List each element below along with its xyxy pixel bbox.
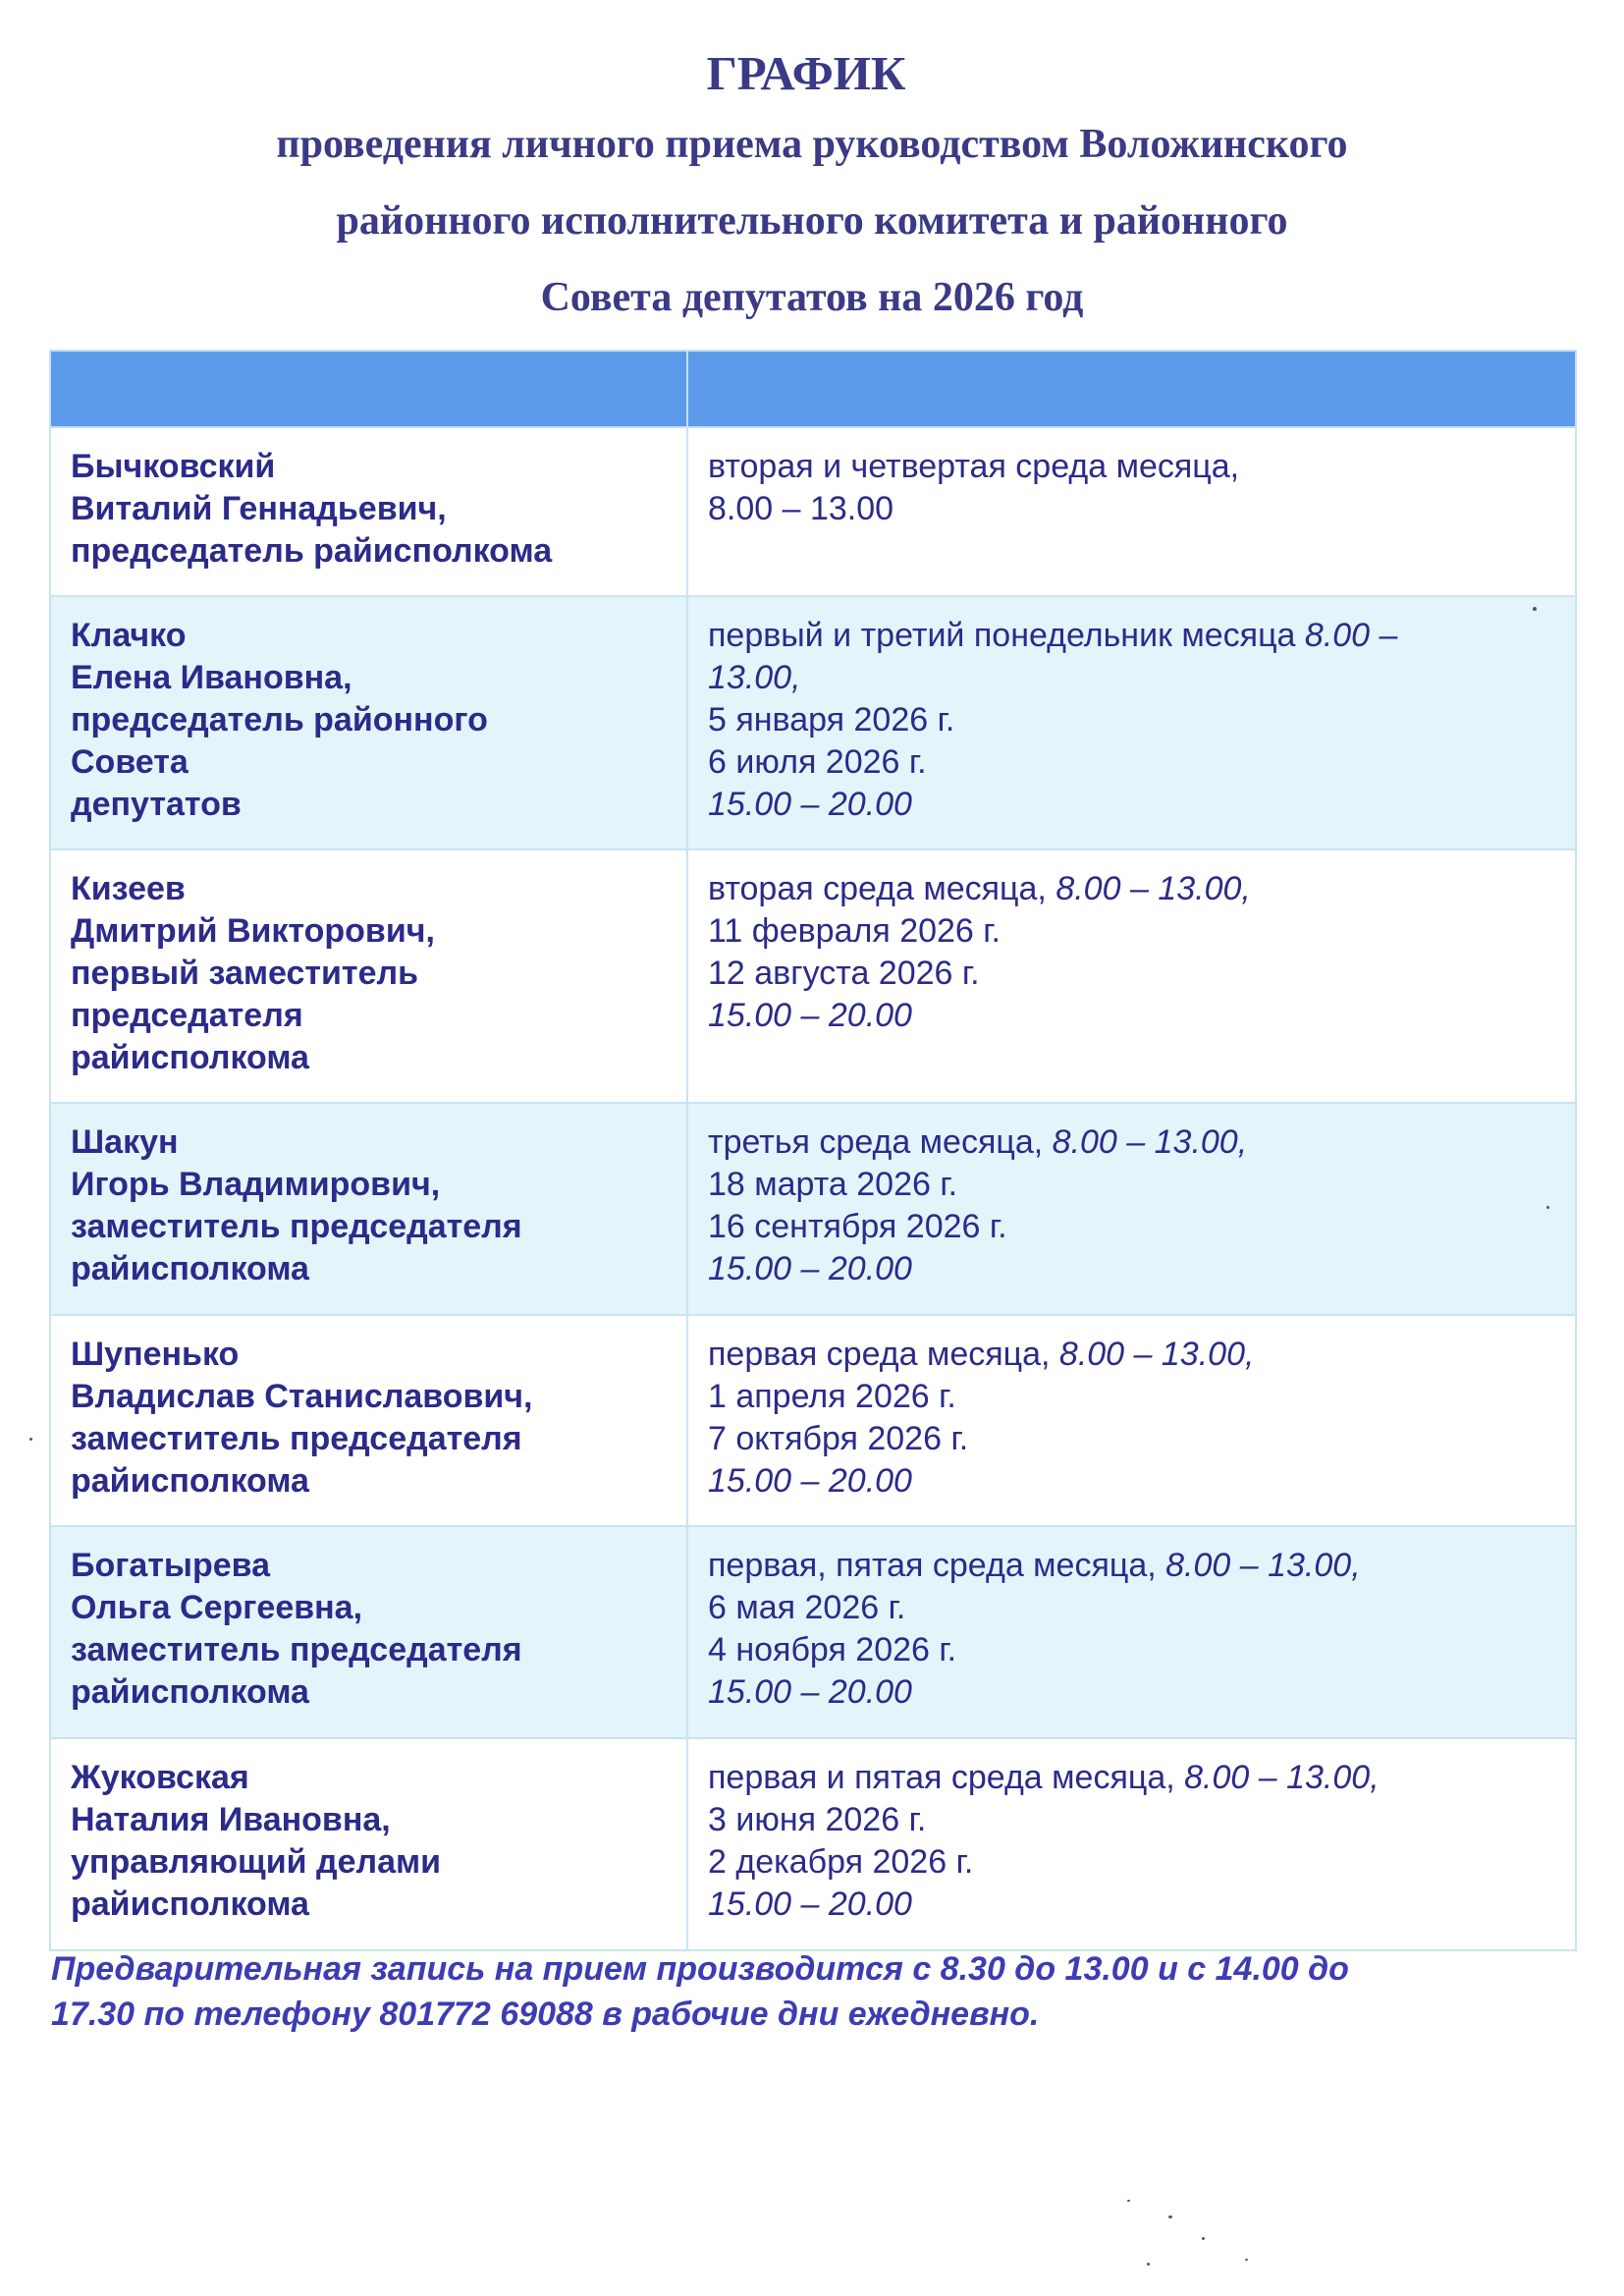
schedule-days: первая и пятая среда месяца, bbox=[708, 1759, 1185, 1796]
person-name: Владислав Станиславович, bbox=[71, 1378, 533, 1415]
appointment-note-line-2: 17.30 по телефону 801772 69088 в рабочие дни ежедневно. bbox=[51, 1995, 1040, 2033]
schedule-days: первая, пятая среда месяца, bbox=[708, 1547, 1166, 1584]
person-cell bbox=[50, 1738, 687, 1950]
person-position: заместитель председателя bbox=[71, 1208, 522, 1245]
table-row bbox=[50, 849, 1576, 1103]
appointment-note bbox=[51, 1946, 1583, 2037]
person-surname: Шупенько bbox=[71, 1336, 240, 1373]
evening-date-2: 4 ноября 2026 г. bbox=[708, 1631, 957, 1668]
table-row bbox=[50, 596, 1576, 849]
person-name: Дмитрий Викторович, bbox=[71, 912, 435, 950]
person-position: заместитель председателя bbox=[71, 1420, 522, 1457]
evening-hours: 15.00 – 20.00 bbox=[708, 786, 912, 823]
person-name: Виталий Геннадьевич, bbox=[71, 490, 447, 527]
evening-hours: 15.00 – 20.00 bbox=[708, 1673, 912, 1711]
schedule-cell bbox=[687, 1738, 1576, 1950]
table-header-row bbox=[50, 351, 1576, 427]
schedule-cell bbox=[687, 427, 1576, 596]
person-position: райисполкома bbox=[71, 1039, 309, 1076]
document-subtitle-line-1: проведения личного приема руководством Воложинского bbox=[276, 122, 1348, 167]
scan-speck bbox=[1245, 2259, 1248, 2261]
document-subtitle-line-2: районного исполнительного комитета и районного bbox=[336, 198, 1288, 244]
evening-hours: 15.00 – 20.00 bbox=[708, 1250, 912, 1287]
schedule-hours: 8.00 – 13.00, bbox=[1056, 870, 1251, 907]
person-position: райисполкома bbox=[71, 1673, 309, 1711]
schedule-cell bbox=[687, 1103, 1576, 1315]
person-cell bbox=[50, 596, 687, 849]
document-title: ГРАФИК bbox=[706, 46, 906, 100]
scan-speck bbox=[1127, 2200, 1130, 2202]
person-cell bbox=[50, 1103, 687, 1315]
scan-speck bbox=[29, 1438, 32, 1441]
person-cell bbox=[50, 1526, 687, 1738]
evening-hours: 15.00 – 20.00 bbox=[708, 1886, 912, 1923]
appointment-note-line-1: Предварительная запись на прием производится с 8.30 до 13.00 и с 14.00 до bbox=[51, 1950, 1349, 1988]
person-position: заместитель председателя bbox=[71, 1631, 522, 1668]
person-position: райисполкома bbox=[71, 1250, 309, 1287]
person-position: председатель райисполкома bbox=[71, 532, 553, 570]
schedule-hours: 8.00 – 13.00, bbox=[1058, 1336, 1255, 1373]
schedule-days: вторая и четвертая среда месяца, bbox=[708, 448, 1240, 485]
person-cell bbox=[50, 1315, 687, 1526]
schedule-cell bbox=[687, 596, 1576, 849]
table-row bbox=[50, 1315, 1576, 1526]
evening-date-1: 3 июня 2026 г. bbox=[708, 1801, 927, 1838]
person-cell bbox=[50, 427, 687, 596]
schedule-cell bbox=[687, 1315, 1576, 1526]
evening-date-2: 2 декабря 2026 г. bbox=[708, 1843, 974, 1881]
reception-schedule-table bbox=[49, 350, 1577, 1951]
person-position: председателя bbox=[71, 997, 303, 1034]
schedule-hours: 8.00 – 13.00, bbox=[1165, 1547, 1361, 1584]
person-surname: Шакун bbox=[71, 1123, 179, 1161]
evening-date-2: 7 октября 2026 г. bbox=[708, 1420, 969, 1457]
schedule-hours: 8.00 – 13.00, bbox=[1052, 1123, 1248, 1161]
scan-speck bbox=[1168, 2215, 1172, 2218]
evening-date-2: 16 сентября 2026 г. bbox=[708, 1208, 1007, 1245]
schedule-cell bbox=[687, 1526, 1576, 1738]
schedule-days: вторая среда месяца, bbox=[708, 870, 1056, 907]
schedule-hours-cont: 13.00, bbox=[708, 659, 801, 696]
schedule-cell bbox=[687, 849, 1576, 1103]
person-position: депутатов bbox=[71, 786, 242, 823]
header-cell-person bbox=[50, 351, 687, 427]
evening-hours: 15.00 – 20.00 bbox=[708, 997, 912, 1034]
table-row bbox=[50, 427, 1576, 596]
person-cell bbox=[50, 849, 687, 1103]
person-name: Наталия Ивановна, bbox=[71, 1801, 391, 1838]
scan-speck bbox=[1202, 2237, 1205, 2240]
evening-date-2: 6 июля 2026 г. bbox=[708, 743, 927, 781]
person-position: райисполкома bbox=[71, 1886, 309, 1923]
schedule-days: первая среда месяца, bbox=[708, 1336, 1059, 1373]
evening-date-2: 12 августа 2026 г. bbox=[708, 955, 980, 992]
person-name: Ольга Сергеевна, bbox=[71, 1589, 363, 1626]
schedule-days: третья среда месяца, bbox=[708, 1123, 1053, 1161]
person-name: Игорь Владимирович, bbox=[71, 1166, 441, 1203]
table-row bbox=[50, 1103, 1576, 1315]
document-subtitle-line-3: Совета депутатов на 2026 год bbox=[540, 275, 1084, 320]
scan-speck bbox=[1533, 607, 1537, 611]
evening-date-1: 1 апреля 2026 г. bbox=[708, 1378, 956, 1415]
person-position: райисполкома bbox=[71, 1462, 309, 1500]
schedule-hours: 8.00 – bbox=[1304, 617, 1398, 654]
evening-date-1: 6 мая 2026 г. bbox=[708, 1589, 906, 1626]
evening-date-1: 5 января 2026 г. bbox=[708, 701, 955, 738]
person-surname: Клачко bbox=[71, 617, 187, 654]
document-title-block bbox=[0, 41, 1624, 336]
table-row bbox=[50, 1738, 1576, 1950]
scan-speck bbox=[1147, 2263, 1150, 2266]
person-position: Совета bbox=[71, 743, 189, 781]
evening-hours: 15.00 – 20.00 bbox=[708, 1462, 912, 1500]
evening-date-1: 18 марта 2026 г. bbox=[708, 1166, 958, 1203]
schedule-hours: 8.00 – 13.00 bbox=[708, 490, 894, 527]
person-surname: Кизеев bbox=[71, 870, 186, 907]
evening-date-1: 11 февраля 2026 г. bbox=[708, 912, 1001, 950]
scan-speck bbox=[1546, 1206, 1549, 1209]
person-surname: Бычковский bbox=[71, 448, 276, 485]
person-position: председатель районного bbox=[71, 701, 488, 738]
person-position: управляющий делами bbox=[71, 1843, 442, 1881]
person-surname: Жуковская bbox=[71, 1759, 249, 1796]
schedule-hours: 8.00 – 13.00, bbox=[1184, 1759, 1380, 1796]
schedule-days: первый и третий понедельник месяца bbox=[708, 617, 1305, 654]
person-name: Елена Ивановна, bbox=[71, 659, 352, 696]
person-surname: Богатырева bbox=[71, 1547, 271, 1584]
person-position: первый заместитель bbox=[71, 955, 418, 992]
table-row bbox=[50, 1526, 1576, 1738]
header-cell-schedule bbox=[687, 351, 1576, 427]
